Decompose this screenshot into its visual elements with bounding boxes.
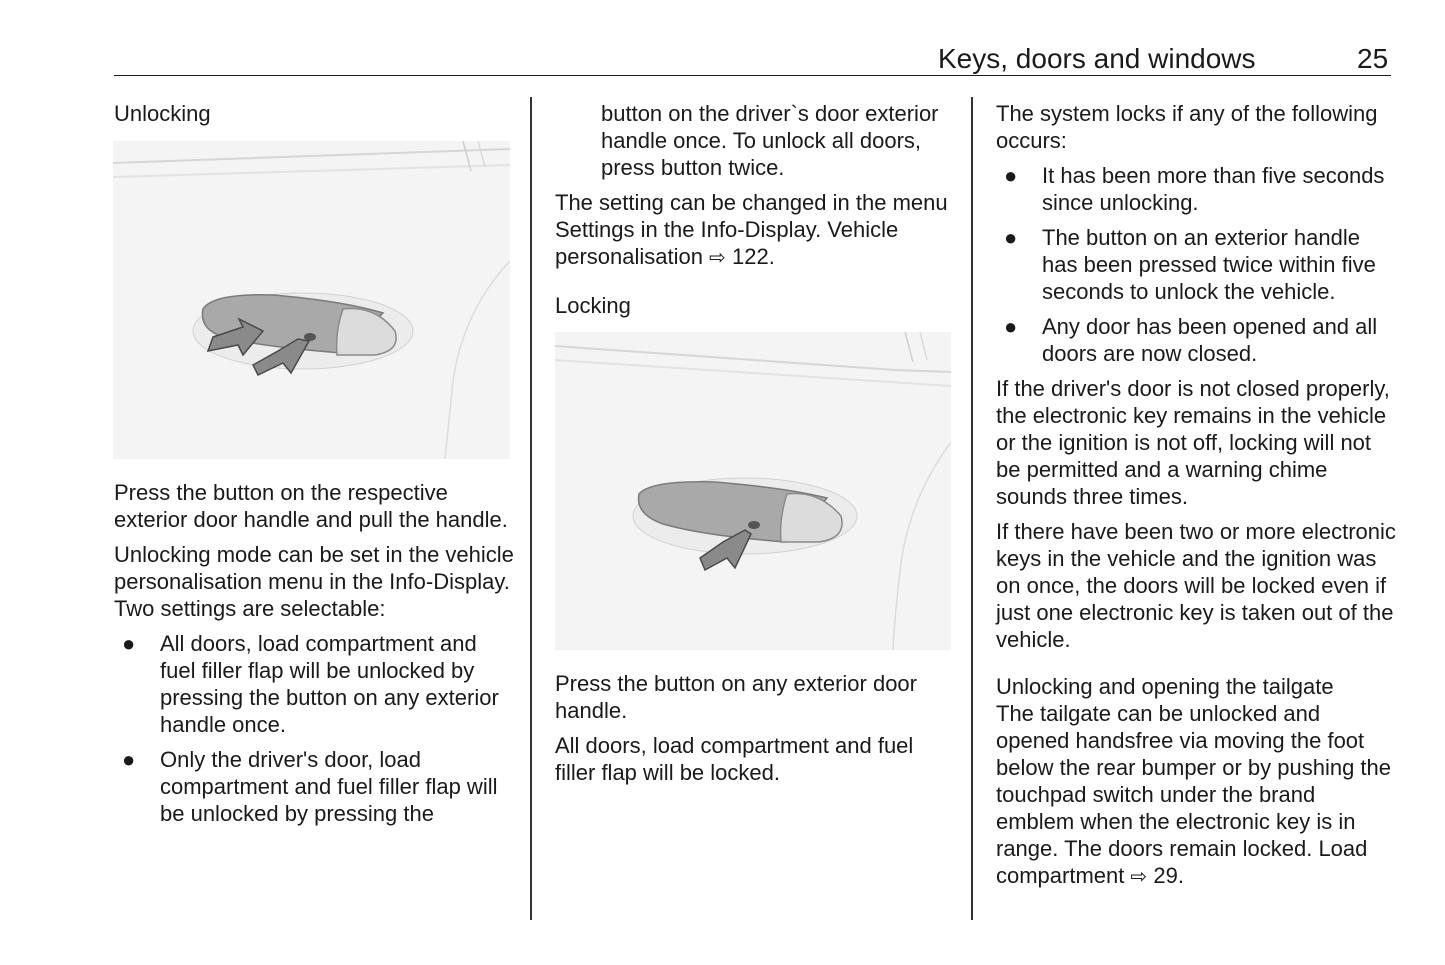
column-1 (114, 100, 514, 127)
bullet-icon: ● (122, 747, 136, 772)
lock-figure (555, 332, 951, 650)
two-keys-paragraph: If there have been two or more electronic keys in the vehicle and the ignition was on once, the doors will be locked even if just one electronic key is taken out of the vehicle. (996, 519, 1396, 652)
bullet-icon: ● (122, 631, 136, 656)
cross-reference-icon: ⇨ (1130, 866, 1148, 888)
section-heading-tailgate: Unlocking and opening the tailgate (996, 674, 1334, 699)
tailgate-paragraph: The tailgate can be unlocked and opened handsfree via moving the foot below the rear bumper or by pushing the touchpad switch under the brand emblem when the electronic key is in range. The doors remain locked. Load compartment ⇨ 29. (996, 701, 1392, 888)
unlock-paragraph-2: Unlocking mode can be set in the vehicle personalisation menu in the Info-Display. Two settings are selectable: (114, 542, 514, 621)
column-3 (996, 100, 1396, 899)
page-number: 25 (1357, 43, 1389, 74)
list-item: ● It has been more than five seconds since unlocking. (1004, 163, 1385, 215)
door-handle-lock-illustration (555, 332, 951, 650)
list-item: ● The button on an exterior handle has been pressed twice within five seconds to unlock the vehicle. (1004, 225, 1376, 304)
cross-reference-icon: ⇨ (709, 247, 726, 269)
list-item: ● Any door has been opened and all doors are now closed. (1004, 314, 1378, 366)
settings-paragraph: The setting can be changed in the menu Settings in the Info-Display. Vehicle personalisation ⇨ 122. (555, 190, 948, 269)
section-heading-unlocking: Unlocking (114, 101, 211, 126)
page-header-title: Keys, doors and windows (938, 43, 1256, 74)
lock-conditions-list (996, 162, 1396, 367)
column-divider-2 (971, 97, 973, 920)
column-2-body (555, 670, 955, 794)
unlock-settings-list (114, 630, 514, 827)
locking-paragraph-2: All doors, load compartment and fuel filler flap will be locked. (555, 733, 914, 785)
driver-door-paragraph: If the driver's door is not closed properly, the electronic key remains in the vehicle or the ignition is not off, locking will not be permitted and a warning chime sounds three times. (996, 376, 1390, 509)
header-rule (114, 75, 1391, 76)
list-item: ● Only the driver's door, load compartment and fuel filler flap will be unlocked by pressing the (122, 747, 498, 826)
continued-bullet-text: button on the driver`s door exterior handle once. To unlock all doors, press button twice. (601, 101, 939, 180)
section-heading-locking: Locking (555, 293, 631, 318)
column-divider-1 (530, 97, 532, 920)
cross-reference-page: 29. (1147, 863, 1184, 888)
unlock-paragraph-1: Press the button on the respective exterior door handle and pull the handle. (114, 480, 508, 532)
bullet-icon: ● (1004, 225, 1018, 250)
bullet-icon: ● (1004, 314, 1018, 339)
column-2 (555, 100, 955, 319)
bullet-icon: ● (1004, 163, 1018, 188)
settings-menu-term: Settings (555, 217, 635, 242)
unlock-figure (113, 141, 510, 459)
cross-reference-page: 122. (725, 244, 775, 269)
door-handle-unlock-illustration (113, 141, 510, 459)
locking-paragraph-1: Press the button on any exterior door handle. (555, 671, 917, 723)
list-item: ● All doors, load compartment and fuel filler flap will be unlocked by pressing the button on any exterior handle once. (122, 631, 499, 737)
system-locks-intro: The system locks if any of the following occurs: (996, 101, 1378, 153)
column-1-body (114, 479, 514, 835)
